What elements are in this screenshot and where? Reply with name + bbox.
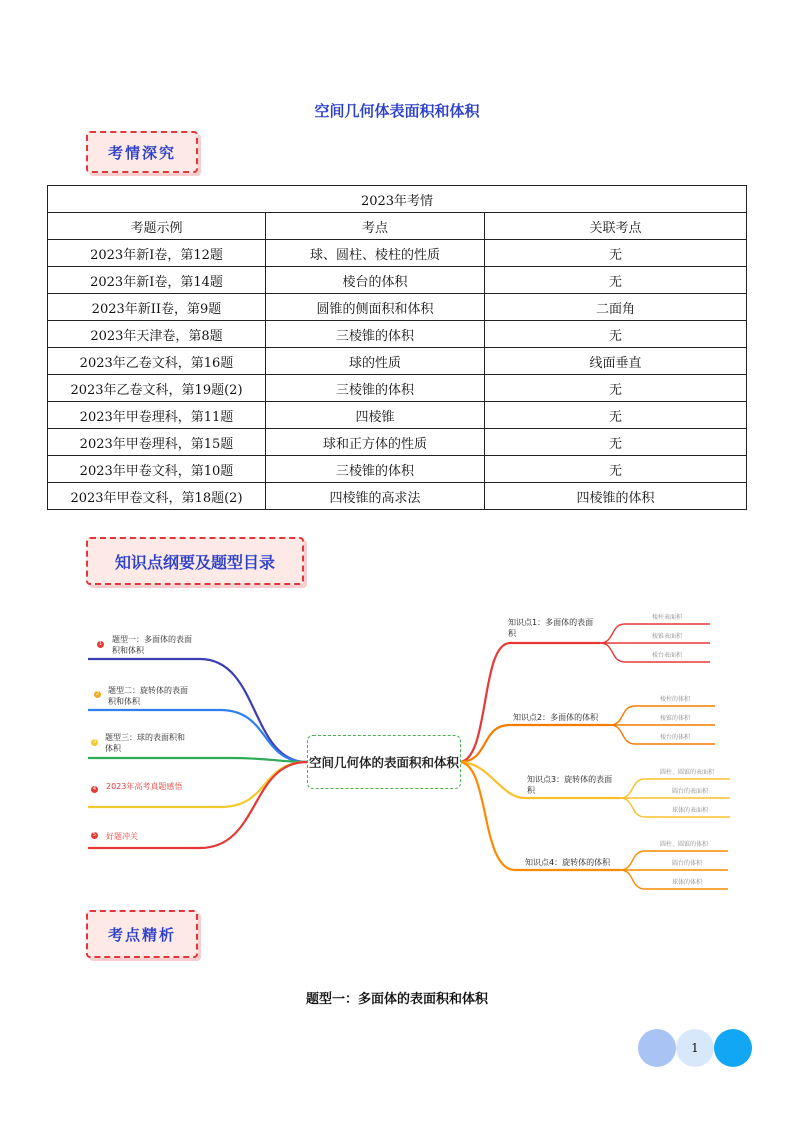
table-cell: 四棱锥 [266,402,485,429]
mindmap-leaf: 棱台表面积 [652,652,683,659]
column-header: 考点 [266,213,485,240]
table-cell: 四棱锥的体积 [485,483,747,510]
table-cell: 二面角 [485,294,747,321]
table-cell: 2023年乙卷文科，第16题 [48,348,266,375]
mindmap-right-node: 知识点1：多面体的表面积 [508,618,594,638]
table-cell: 无 [485,375,747,402]
table-cell: 2023年甲卷文科，第10题 [48,456,266,483]
table-cell: 球、圆柱、棱柱的性质 [266,240,485,267]
column-header: 关联考点 [485,213,747,240]
table-cell: 无 [485,321,747,348]
table-cell: 无 [485,456,747,483]
branch-line-left-3 [88,758,307,762]
table-cell: 2023年天津卷，第8题 [48,321,266,348]
mindmap-leaf: 棱柱的体积 [660,696,691,703]
marker-dot-icon: 5 [92,832,97,838]
table-cell: 四棱锥的高求法 [266,483,485,510]
table-cell: 球的性质 [266,348,485,375]
marker-dot-icon: 2 [95,691,100,697]
mindmap-leaf: 棱锥表面积 [652,633,683,640]
mindmap-leaf: 棱台的体积 [660,734,691,741]
table-cell: 2023年乙卷文科，第19题(2) [48,375,266,402]
section-badge-exam-analysis: 考情深究 [86,131,198,173]
branch-line-right-1 [459,643,600,762]
mindmap-center-node: 空间几何体的表面积和体积 [307,735,461,789]
table-year-header: 2023年考情 [48,186,747,213]
page-title: 空间几何体表面积和体积 [314,102,480,120]
table-cell: 2023年新Ⅰ卷，第14题 [48,267,266,294]
table-cell: 三棱锥的体积 [266,321,485,348]
marker-dot-icon: 4 [92,786,97,792]
mindmap-left-node: 题型一：多面体的表面积和体积 [112,635,192,655]
column-header: 考题示例 [48,213,266,240]
table-cell: 2023年甲卷文科，第18题(2) [48,483,266,510]
mindmap-leaf: 圆柱、圆锥的体积 [660,841,709,848]
table-cell: 三棱锥的体积 [266,375,485,402]
mindmap-leaf: 棱锥的体积 [660,715,691,722]
marker-dot-icon: 3 [92,739,97,745]
section-badge-outline: 知识点纲要及题型目录 [86,537,304,585]
table-cell: 2023年新II卷，第9题 [48,294,266,321]
table-cell: 2023年甲卷理科，第11题 [48,402,266,429]
table-cell: 线面垂直 [485,348,747,375]
table-cell: 无 [485,429,747,456]
section-subtitle: 题型一：多面体的表面积和体积 [305,992,488,1007]
table-cell: 无 [485,267,747,294]
page-number-badge [638,1028,752,1068]
table-cell: 球和正方体的性质 [266,429,485,456]
mindmap-leaf: 圆柱、圆锥的表面积 [660,769,715,776]
decor-circle [638,1029,676,1067]
marker-dot-icon: 1 [98,641,103,647]
mindmap-left-node: 题型三：球的表面积和体积 [105,733,185,753]
table-cell: 无 [485,240,747,267]
mindmap-leaf: 棱柱表面积 [652,614,683,621]
mindmap-left-node: 2023年高考真题感悟 [106,782,183,791]
table-cell: 棱台的体积 [266,267,485,294]
table-cell: 2023年新Ⅰ卷，第12题 [48,240,266,267]
table-cell: 三棱锥的体积 [266,456,485,483]
table-cell: 无 [485,402,747,429]
mindmap-right-node: 知识点4：旋转体的体积 [525,858,611,867]
mindmap-leaf: 球体的体积 [672,879,703,886]
mindmap-right-node: 知识点3：旋转体的表面积 [527,775,613,795]
branch-line-right-2 [459,725,610,762]
mindmap-leaf: 球体的表面积 [672,807,709,814]
mindmap-leaf: 圆台的体积 [672,860,703,867]
mindmap-left-node: 题型二：旋转体的表面积和体积 [108,686,188,706]
mindmap-left-node: 好题冲关 [106,832,138,841]
mindmap-leaf: 圆台的表面积 [672,788,709,795]
mindmap-right-node: 知识点2：多面体的体积 [513,713,599,722]
decor-circle [714,1029,752,1067]
section-badge-key-points: 考点精析 [86,910,198,958]
table-cell: 2023年甲卷理科，第15题 [48,429,266,456]
table-cell: 圆锥的侧面积和体积 [266,294,485,321]
page-number: 1 [691,1041,699,1055]
